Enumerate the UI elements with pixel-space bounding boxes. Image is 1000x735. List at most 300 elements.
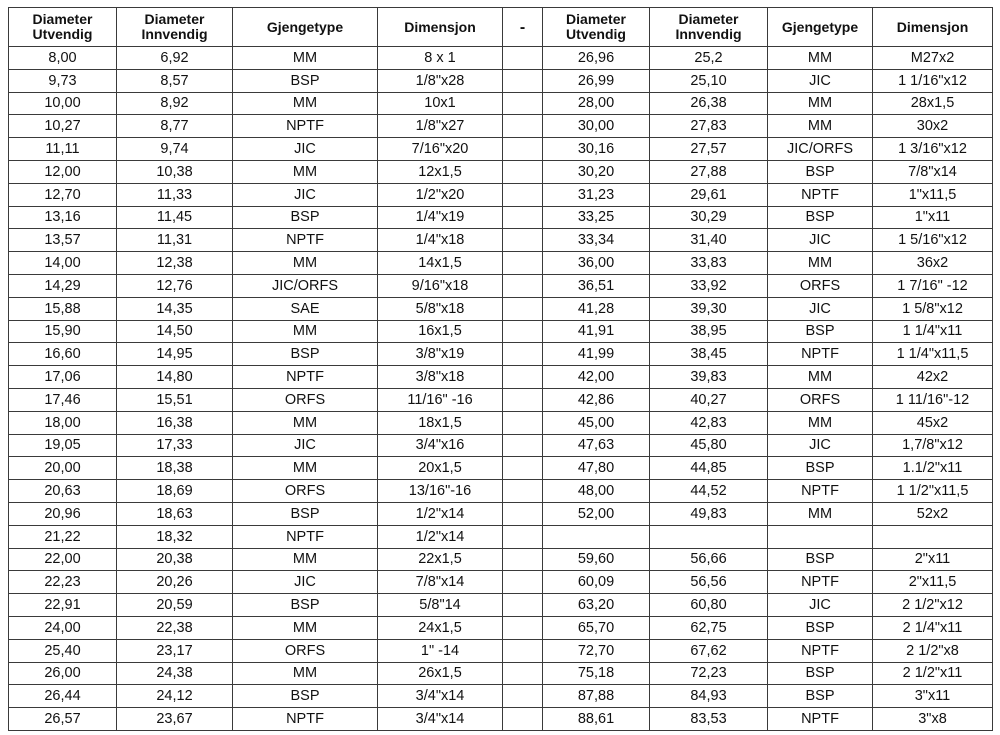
column-header: Dimensjon: [873, 8, 993, 47]
table-cell: 1"x11: [873, 206, 993, 229]
table-cell: 41,91: [543, 320, 650, 343]
table-cell: 47,80: [543, 457, 650, 480]
table-cell: [503, 138, 543, 161]
table-cell: MM: [233, 160, 378, 183]
table-cell: [503, 388, 543, 411]
column-header: Diameter Innvendig: [650, 8, 768, 47]
table-row: [9, 708, 993, 731]
table-cell: [503, 411, 543, 434]
table-row: [9, 616, 993, 639]
header-row: [9, 8, 993, 47]
table-cell: 25,10: [650, 69, 768, 92]
table-cell: 33,83: [650, 252, 768, 275]
table-cell: 72,70: [543, 639, 650, 662]
table-cell: 7/16"x20: [378, 138, 503, 161]
table-cell: 17,46: [9, 388, 117, 411]
table-cell: 7/8"x14: [873, 160, 993, 183]
table-cell: 38,95: [650, 320, 768, 343]
table-cell: [503, 548, 543, 571]
table-cell: 12x1,5: [378, 160, 503, 183]
table-cell: 36,00: [543, 252, 650, 275]
table-cell: 23,67: [117, 708, 233, 731]
table-cell: 1/4"x18: [378, 229, 503, 252]
table-cell: BSP: [768, 616, 873, 639]
table-cell: 2 1/2"x11: [873, 662, 993, 685]
table-cell: 31,23: [543, 183, 650, 206]
table-cell: 11,11: [9, 138, 117, 161]
table-cell: 1/4"x19: [378, 206, 503, 229]
table-cell: 6,92: [117, 47, 233, 70]
table-cell: [503, 639, 543, 662]
table-cell: 52x2: [873, 502, 993, 525]
table-cell: 33,92: [650, 274, 768, 297]
table-cell: 16,60: [9, 343, 117, 366]
table-cell: 10x1: [378, 92, 503, 115]
table-cell: 26,99: [543, 69, 650, 92]
table-cell: 3/4"x14: [378, 685, 503, 708]
table-cell: SAE: [233, 297, 378, 320]
table-cell: MM: [768, 366, 873, 389]
table-cell: 24,12: [117, 685, 233, 708]
table-cell: 36x2: [873, 252, 993, 275]
table-cell: 27,88: [650, 160, 768, 183]
table-row: [9, 252, 993, 275]
table-cell: 18,38: [117, 457, 233, 480]
table-cell: 1"x11,5: [873, 183, 993, 206]
table-cell: NPTF: [233, 366, 378, 389]
table-row: [9, 69, 993, 92]
table-row: [9, 548, 993, 571]
table-cell: 26,44: [9, 685, 117, 708]
table-row: [9, 457, 993, 480]
table-cell: 1" -14: [378, 639, 503, 662]
table-cell: BSP: [233, 343, 378, 366]
table-cell: [503, 47, 543, 70]
table-cell: 8 x 1: [378, 47, 503, 70]
table-cell: MM: [768, 411, 873, 434]
table-cell: [503, 616, 543, 639]
table-cell: NPTF: [233, 525, 378, 548]
table-cell: 1.1/2"x11: [873, 457, 993, 480]
table-cell: 31,40: [650, 229, 768, 252]
table-cell: 27,57: [650, 138, 768, 161]
column-header: Dimensjon: [378, 8, 503, 47]
table-row: [9, 594, 993, 617]
table-row: [9, 571, 993, 594]
table-cell: 3"x8: [873, 708, 993, 731]
table-cell: JIC: [768, 297, 873, 320]
column-header: Gjengetype: [768, 8, 873, 47]
table-cell: 39,83: [650, 366, 768, 389]
table-cell: 59,60: [543, 548, 650, 571]
table-cell: JIC: [233, 434, 378, 457]
table-cell: 1,7/8"x12: [873, 434, 993, 457]
table-cell: 15,51: [117, 388, 233, 411]
table-cell: MM: [768, 92, 873, 115]
table-cell: 22,00: [9, 548, 117, 571]
table-cell: 17,33: [117, 434, 233, 457]
table-cell: JIC/ORFS: [768, 138, 873, 161]
table-cell: 24x1,5: [378, 616, 503, 639]
table-cell: 48,00: [543, 480, 650, 503]
table-cell: 18,00: [9, 411, 117, 434]
table-cell: 75,18: [543, 662, 650, 685]
table-cell: 1 1/4"x11,5: [873, 343, 993, 366]
table-cell: 26,38: [650, 92, 768, 115]
table-cell: 8,57: [117, 69, 233, 92]
table-row: [9, 92, 993, 115]
table-cell: BSP: [768, 320, 873, 343]
table-cell: 10,00: [9, 92, 117, 115]
table-row: [9, 183, 993, 206]
table-cell: 16x1,5: [378, 320, 503, 343]
table-cell: 30,29: [650, 206, 768, 229]
table-row: [9, 685, 993, 708]
table-cell: MM: [233, 457, 378, 480]
table-cell: 45,00: [543, 411, 650, 434]
table-cell: JIC: [768, 594, 873, 617]
table-cell: 5/8"14: [378, 594, 503, 617]
table-row: [9, 229, 993, 252]
table-cell: 15,90: [9, 320, 117, 343]
table-cell: [503, 206, 543, 229]
table-cell: 2 1/4"x11: [873, 616, 993, 639]
table-cell: 63,20: [543, 594, 650, 617]
table-cell: ORFS: [233, 388, 378, 411]
table-cell: BSP: [768, 548, 873, 571]
table-cell: 8,77: [117, 115, 233, 138]
table-cell: NPTF: [233, 115, 378, 138]
table-cell: ORFS: [233, 639, 378, 662]
table-cell: MM: [233, 92, 378, 115]
table-cell: [503, 525, 543, 548]
table-cell: 28,00: [543, 92, 650, 115]
table-cell: 14x1,5: [378, 252, 503, 275]
table-cell: 42x2: [873, 366, 993, 389]
table-cell: 1/2"x14: [378, 525, 503, 548]
table-cell: 41,28: [543, 297, 650, 320]
table-cell: [503, 708, 543, 731]
table-cell: 1 1/16"x12: [873, 69, 993, 92]
table-cell: 18,32: [117, 525, 233, 548]
table-body: [9, 47, 993, 731]
table-cell: 62,75: [650, 616, 768, 639]
table-cell: [503, 457, 543, 480]
table-cell: 14,35: [117, 297, 233, 320]
table-cell: 52,00: [543, 502, 650, 525]
table-cell: 25,2: [650, 47, 768, 70]
table-cell: 60,80: [650, 594, 768, 617]
table-cell: [873, 525, 993, 548]
table-cell: 20,96: [9, 502, 117, 525]
table-cell: [503, 92, 543, 115]
table-cell: 3/4"x14: [378, 708, 503, 731]
column-header: Diameter Utvendig: [9, 8, 117, 47]
table-cell: 42,83: [650, 411, 768, 434]
column-header: Gjengetype: [233, 8, 378, 47]
table-cell: [503, 183, 543, 206]
table-cell: [503, 434, 543, 457]
table-cell: 12,70: [9, 183, 117, 206]
table-cell: 24,38: [117, 662, 233, 685]
table-cell: 26,57: [9, 708, 117, 731]
table-cell: 1 7/16" -12: [873, 274, 993, 297]
table-cell: 45,80: [650, 434, 768, 457]
table-cell: 18x1,5: [378, 411, 503, 434]
table-cell: BSP: [768, 662, 873, 685]
table-cell: BSP: [233, 69, 378, 92]
table-cell: 45x2: [873, 411, 993, 434]
table-cell: [503, 274, 543, 297]
table-cell: [650, 525, 768, 548]
table-cell: 18,63: [117, 502, 233, 525]
table-cell: 3/4"x16: [378, 434, 503, 457]
table-cell: 3/8"x18: [378, 366, 503, 389]
table-cell: 12,00: [9, 160, 117, 183]
table-cell: 47,63: [543, 434, 650, 457]
table-cell: 8,92: [117, 92, 233, 115]
table-cell: BSP: [233, 685, 378, 708]
table-cell: 1 1/4"x11: [873, 320, 993, 343]
table-cell: [503, 571, 543, 594]
table-cell: MM: [233, 548, 378, 571]
table-cell: BSP: [768, 160, 873, 183]
table-cell: JIC/ORFS: [233, 274, 378, 297]
table-cell: 14,29: [9, 274, 117, 297]
table-cell: 11/16" -16: [378, 388, 503, 411]
table-row: [9, 320, 993, 343]
table-cell: 42,00: [543, 366, 650, 389]
table-row: [9, 662, 993, 685]
table-cell: 60,09: [543, 571, 650, 594]
table-row: [9, 343, 993, 366]
table-cell: 33,25: [543, 206, 650, 229]
table-row: [9, 206, 993, 229]
table-cell: [503, 366, 543, 389]
table-cell: 26,96: [543, 47, 650, 70]
table-row: [9, 525, 993, 548]
table-cell: 56,56: [650, 571, 768, 594]
table-cell: 2 1/2"x12: [873, 594, 993, 617]
table-cell: 22,23: [9, 571, 117, 594]
table-cell: 2"x11: [873, 548, 993, 571]
table-cell: 30,16: [543, 138, 650, 161]
table-cell: 36,51: [543, 274, 650, 297]
table-cell: 20x1,5: [378, 457, 503, 480]
table-cell: [768, 525, 873, 548]
table-cell: 72,23: [650, 662, 768, 685]
table-cell: 13,16: [9, 206, 117, 229]
table-cell: ORFS: [768, 388, 873, 411]
table-cell: 1 5/16"x12: [873, 229, 993, 252]
table-cell: 24,00: [9, 616, 117, 639]
table-cell: 22,91: [9, 594, 117, 617]
table-row: [9, 502, 993, 525]
table-cell: 1/8"x28: [378, 69, 503, 92]
table-cell: 27,83: [650, 115, 768, 138]
column-header: Diameter Innvendig: [117, 8, 233, 47]
table-cell: 40,27: [650, 388, 768, 411]
table-cell: 83,53: [650, 708, 768, 731]
table-cell: 13,57: [9, 229, 117, 252]
table-cell: MM: [768, 115, 873, 138]
table-cell: 88,61: [543, 708, 650, 731]
table-cell: [503, 480, 543, 503]
table-cell: 7/8"x14: [378, 571, 503, 594]
table-cell: NPTF: [768, 343, 873, 366]
table-cell: 84,93: [650, 685, 768, 708]
table-cell: [503, 343, 543, 366]
table-cell: 14,00: [9, 252, 117, 275]
table-cell: NPTF: [768, 708, 873, 731]
table-cell: 14,95: [117, 343, 233, 366]
table-cell: MM: [233, 662, 378, 685]
table-cell: 13/16"-16: [378, 480, 503, 503]
table-cell: BSP: [233, 502, 378, 525]
column-header: Diameter Utvendig: [543, 8, 650, 47]
table-cell: [503, 685, 543, 708]
table-cell: JIC: [768, 434, 873, 457]
table-cell: NPTF: [768, 183, 873, 206]
table-cell: 20,63: [9, 480, 117, 503]
table-cell: 9/16"x18: [378, 274, 503, 297]
table-cell: 49,83: [650, 502, 768, 525]
table-row: [9, 47, 993, 70]
table-cell: MM: [768, 252, 873, 275]
table-cell: MM: [768, 47, 873, 70]
table-cell: JIC: [233, 183, 378, 206]
table-cell: 44,52: [650, 480, 768, 503]
table-cell: 8,00: [9, 47, 117, 70]
table-cell: MM: [233, 616, 378, 639]
table-cell: MM: [233, 47, 378, 70]
table-header: [9, 8, 993, 47]
table-cell: [503, 662, 543, 685]
table-cell: 3/8"x19: [378, 343, 503, 366]
table-cell: [503, 160, 543, 183]
table-cell: MM: [233, 252, 378, 275]
table-cell: BSP: [768, 457, 873, 480]
table-row: [9, 388, 993, 411]
table-row: [9, 138, 993, 161]
table-cell: 10,27: [9, 115, 117, 138]
table-cell: JIC: [233, 138, 378, 161]
table-row: [9, 434, 993, 457]
table-cell: 23,17: [117, 639, 233, 662]
table-cell: 10,38: [117, 160, 233, 183]
table-cell: 56,66: [650, 548, 768, 571]
table-cell: 29,61: [650, 183, 768, 206]
table-cell: 11,31: [117, 229, 233, 252]
table-cell: 18,69: [117, 480, 233, 503]
table-cell: 17,06: [9, 366, 117, 389]
table-cell: 20,26: [117, 571, 233, 594]
table-cell: 28x1,5: [873, 92, 993, 115]
table-cell: 67,62: [650, 639, 768, 662]
table-cell: 65,70: [543, 616, 650, 639]
table-cell: 2 1/2"x8: [873, 639, 993, 662]
table-cell: 1 3/16"x12: [873, 138, 993, 161]
table-cell: MM: [768, 502, 873, 525]
table-cell: 14,50: [117, 320, 233, 343]
table-cell: 22x1,5: [378, 548, 503, 571]
table-cell: 16,38: [117, 411, 233, 434]
table-cell: 20,00: [9, 457, 117, 480]
table-row: [9, 274, 993, 297]
thread-dimension-table: [8, 7, 993, 731]
table-cell: 1/2"x20: [378, 183, 503, 206]
table-cell: [503, 115, 543, 138]
table-cell: JIC: [768, 229, 873, 252]
table-cell: 87,88: [543, 685, 650, 708]
table-cell: 41,99: [543, 343, 650, 366]
table-cell: 30,20: [543, 160, 650, 183]
table-cell: 1 1/2"x11,5: [873, 480, 993, 503]
table-cell: 15,88: [9, 297, 117, 320]
table-cell: BSP: [233, 206, 378, 229]
table-cell: ORFS: [233, 480, 378, 503]
table-cell: 9,73: [9, 69, 117, 92]
table-cell: 21,22: [9, 525, 117, 548]
table-cell: 11,33: [117, 183, 233, 206]
table-cell: 11,45: [117, 206, 233, 229]
table-cell: 22,38: [117, 616, 233, 639]
table-cell: M27x2: [873, 47, 993, 70]
table-row: [9, 115, 993, 138]
table-row: [9, 297, 993, 320]
table-cell: JIC: [768, 69, 873, 92]
table-cell: 30x2: [873, 115, 993, 138]
table-cell: NPTF: [768, 480, 873, 503]
table-cell: 1/2"x14: [378, 502, 503, 525]
table-cell: 39,30: [650, 297, 768, 320]
table-cell: 19,05: [9, 434, 117, 457]
table-cell: [503, 229, 543, 252]
table-cell: 1 5/8"x12: [873, 297, 993, 320]
table-cell: 12,76: [117, 274, 233, 297]
table-cell: BSP: [233, 594, 378, 617]
table-cell: 20,38: [117, 548, 233, 571]
table-cell: [503, 297, 543, 320]
table-cell: 44,85: [650, 457, 768, 480]
table-cell: [503, 320, 543, 343]
table-cell: 2"x11,5: [873, 571, 993, 594]
table-cell: 30,00: [543, 115, 650, 138]
table-cell: NPTF: [768, 639, 873, 662]
table-cell: 1 11/16"-12: [873, 388, 993, 411]
table-cell: BSP: [768, 685, 873, 708]
table-cell: 14,80: [117, 366, 233, 389]
table-cell: 33,34: [543, 229, 650, 252]
table-cell: 5/8"x18: [378, 297, 503, 320]
table-cell: 38,45: [650, 343, 768, 366]
table-cell: 3"x11: [873, 685, 993, 708]
table-cell: 20,59: [117, 594, 233, 617]
table-cell: 26,00: [9, 662, 117, 685]
table-cell: MM: [233, 320, 378, 343]
table-row: [9, 639, 993, 662]
table-cell: [503, 594, 543, 617]
table-cell: 12,38: [117, 252, 233, 275]
table-cell: NPTF: [233, 708, 378, 731]
table-row: [9, 411, 993, 434]
table-cell: 9,74: [117, 138, 233, 161]
column-header: -: [503, 8, 543, 47]
table-cell: [503, 502, 543, 525]
table-cell: 42,86: [543, 388, 650, 411]
table-row: [9, 480, 993, 503]
table-cell: [543, 525, 650, 548]
